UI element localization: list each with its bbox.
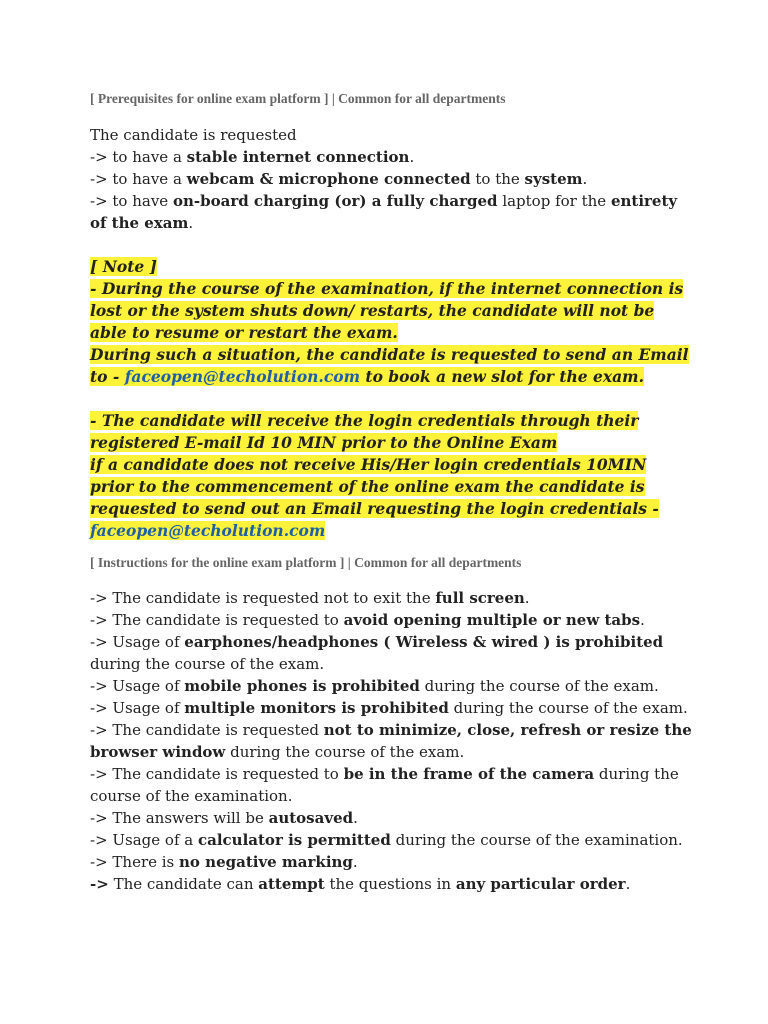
prereq-item-internet (90, 146, 690, 168)
instruction-bold: attempt (258, 875, 325, 893)
instruction-text: . (353, 809, 358, 827)
instruction-camera-cont: course of the examination. (90, 787, 293, 805)
email-link-2[interactable]: faceopen@techolution.com (90, 521, 326, 540)
instruction-mobile (90, 675, 690, 697)
note-block (90, 256, 690, 542)
instruction-fullscreen (90, 587, 690, 609)
prereq-intro: The candidate is requested (90, 126, 297, 144)
instruction-bold: browser window (90, 743, 226, 761)
prereq-item-internet-bold: stable internet connection (186, 148, 410, 166)
instruction-bold: not to minimize, close, refresh or resize the (323, 721, 692, 739)
prereq-arrow: -> to have a (90, 148, 187, 166)
instruction-text: during the course of the examination. (390, 831, 683, 849)
instruction-bold: mobile phones is prohibited (184, 677, 420, 695)
note-line: lost or the system shuts down/ restarts, the candidate will not be (90, 301, 655, 320)
instruction-calculator (90, 829, 690, 851)
note-line: - The candidate will receive the login credentials through their (90, 411, 639, 430)
instruction-bold: any particular order (455, 875, 626, 893)
instruction-text: The candidate can (108, 875, 259, 893)
note-line: requested to send out an Email requesting the login credentials - (90, 499, 659, 518)
prereq-item-webcam-system: system (524, 170, 583, 188)
instruction-minimize (90, 719, 690, 741)
prerequisites-heading: [ Prerequisites for online exam platform ] | Common for all departments (90, 91, 506, 106)
instruction-bold: no negative marking (179, 853, 353, 871)
instruction-text: -> Usage of (90, 633, 185, 651)
document-page (90, 88, 690, 895)
instruction-bold: autosaved (268, 809, 354, 827)
instruction-autosave (90, 807, 690, 829)
note-label: [ Note ] (90, 257, 157, 276)
note-line: to book a new slot for the exam. (360, 367, 644, 386)
instruction-camera (90, 763, 690, 785)
note-line: able to resume or restart the exam. (90, 323, 398, 342)
instruction-text: -> The candidate is requested to (90, 765, 344, 783)
prereq-item-internet-end: . (409, 148, 415, 166)
instruction-bold: avoid opening multiple or new tabs (343, 611, 641, 629)
instruction-text: -> There is (90, 853, 180, 871)
instruction-negative-marking (90, 851, 690, 873)
instruction-text: during the course of the exam. (419, 677, 659, 695)
instruction-text: -> The answers will be (90, 809, 269, 827)
instruction-order (90, 873, 690, 895)
prereq-arrow: -> to have a (90, 170, 187, 188)
prereq-item-charging-end: . (188, 214, 194, 232)
instruction-bold: be in the frame of the camera (343, 765, 595, 783)
instruction-minimize-cont (90, 741, 690, 763)
note-line: to - (90, 367, 125, 386)
prereq-item-charging-entirety: entirety (610, 192, 678, 210)
instruction-arrow: -> (90, 875, 109, 893)
instruction-text: during the (594, 765, 679, 783)
prereq-item-charging-mid: laptop for the (497, 192, 611, 210)
instruction-text: -> The candidate is requested not to exit the (90, 589, 436, 607)
note-line: registered E-mail Id 10 MIN prior to the Online Exam (90, 433, 558, 452)
prereq-item-charging (90, 190, 690, 212)
instruction-text: during the course of the exam. (225, 743, 465, 761)
instruction-bold: full screen (435, 589, 525, 607)
instruction-text: . (352, 853, 358, 871)
instruction-bold: earphones/headphones ( Wireless & wired ) is prohibited (184, 633, 664, 651)
instructions-heading: [ Instructions for the online exam platform ] | Common for all departments (90, 555, 522, 570)
prereq-item-webcam-end: . (582, 170, 588, 188)
prereq-arrow: -> to have (90, 192, 173, 210)
note-line: During such a situation, the candidate is requested to send an Email (90, 345, 689, 364)
note-line: - During the course of the examination, if the internet connection is (90, 279, 684, 298)
instruction-text: -> Usage of a (90, 831, 198, 849)
prereq-item-webcam-bold: webcam & microphone connected (186, 170, 471, 188)
instruction-earphones (90, 631, 690, 653)
instruction-text: the questions in (324, 875, 456, 893)
instruction-monitors (90, 697, 690, 719)
instruction-text: -> The candidate is requested (90, 721, 324, 739)
prereq-item-charging-exam: of the exam (90, 214, 189, 232)
instruction-bold: calculator is permitted (198, 831, 391, 849)
instruction-text: . (524, 589, 530, 607)
prereq-item-webcam (90, 168, 690, 190)
email-link[interactable]: faceopen@techolution.com (124, 367, 361, 386)
prereq-item-charging-cont (90, 212, 690, 234)
instruction-text: -> Usage of (90, 699, 185, 717)
instruction-text: -> Usage of (90, 677, 185, 695)
instruction-text: . (640, 611, 645, 629)
note-line: if a candidate does not receive His/Her login credentials 10MIN (90, 455, 647, 474)
instruction-text: during the course of the exam. (448, 699, 688, 717)
instruction-bold: multiple monitors is prohibited (184, 699, 449, 717)
instruction-earphones-cont: during the course of the exam. (90, 655, 325, 673)
note-line: prior to the commencement of the online exam the candidate is (90, 477, 645, 496)
instruction-text: . (625, 875, 631, 893)
prereq-item-charging-bold: on-board charging (or) a fully charged (172, 192, 498, 210)
instruction-text: -> The candidate is requested to (90, 611, 344, 629)
instruction-tabs (90, 609, 690, 631)
prereq-item-webcam-mid: to the (470, 170, 525, 188)
